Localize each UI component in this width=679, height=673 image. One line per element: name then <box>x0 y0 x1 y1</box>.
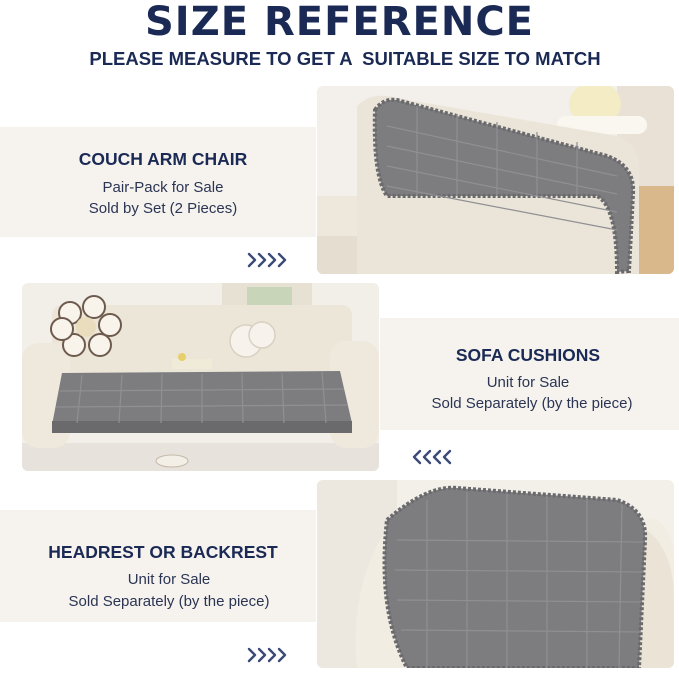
section-line1-cushions: Unit for Sale <box>486 374 570 391</box>
section-line2-headrest: Sold Separately (by the piece) <box>68 593 270 610</box>
arm-chair-photo <box>317 86 674 274</box>
section-line2-arm: Sold by Set (2 Pieces) <box>88 200 238 217</box>
section-heading-arm: COUCH ARM CHAIR <box>78 149 248 169</box>
arrow-left-icon <box>410 448 456 471</box>
section-line2-cushions: Sold Separately (by the piece) <box>431 395 633 412</box>
sofa-cushion-photo <box>22 283 379 471</box>
headrest-photo <box>317 480 674 668</box>
section-line1-headrest: Unit for Sale <box>127 571 211 588</box>
arrow-right-icon <box>246 251 292 274</box>
section-line1-arm: Pair-Pack for Sale <box>102 179 224 196</box>
page-title: SIZE REFERENCE <box>145 0 534 45</box>
section-heading-headrest: HEADREST OR BACKREST <box>48 542 278 562</box>
page-subtitle: PLEASE MEASURE TO GET A SUITABLE SIZE TO MATCH <box>89 48 601 69</box>
arrow-right-icon <box>246 646 292 669</box>
section-heading-cushions: SOFA CUSHIONS <box>455 345 601 365</box>
